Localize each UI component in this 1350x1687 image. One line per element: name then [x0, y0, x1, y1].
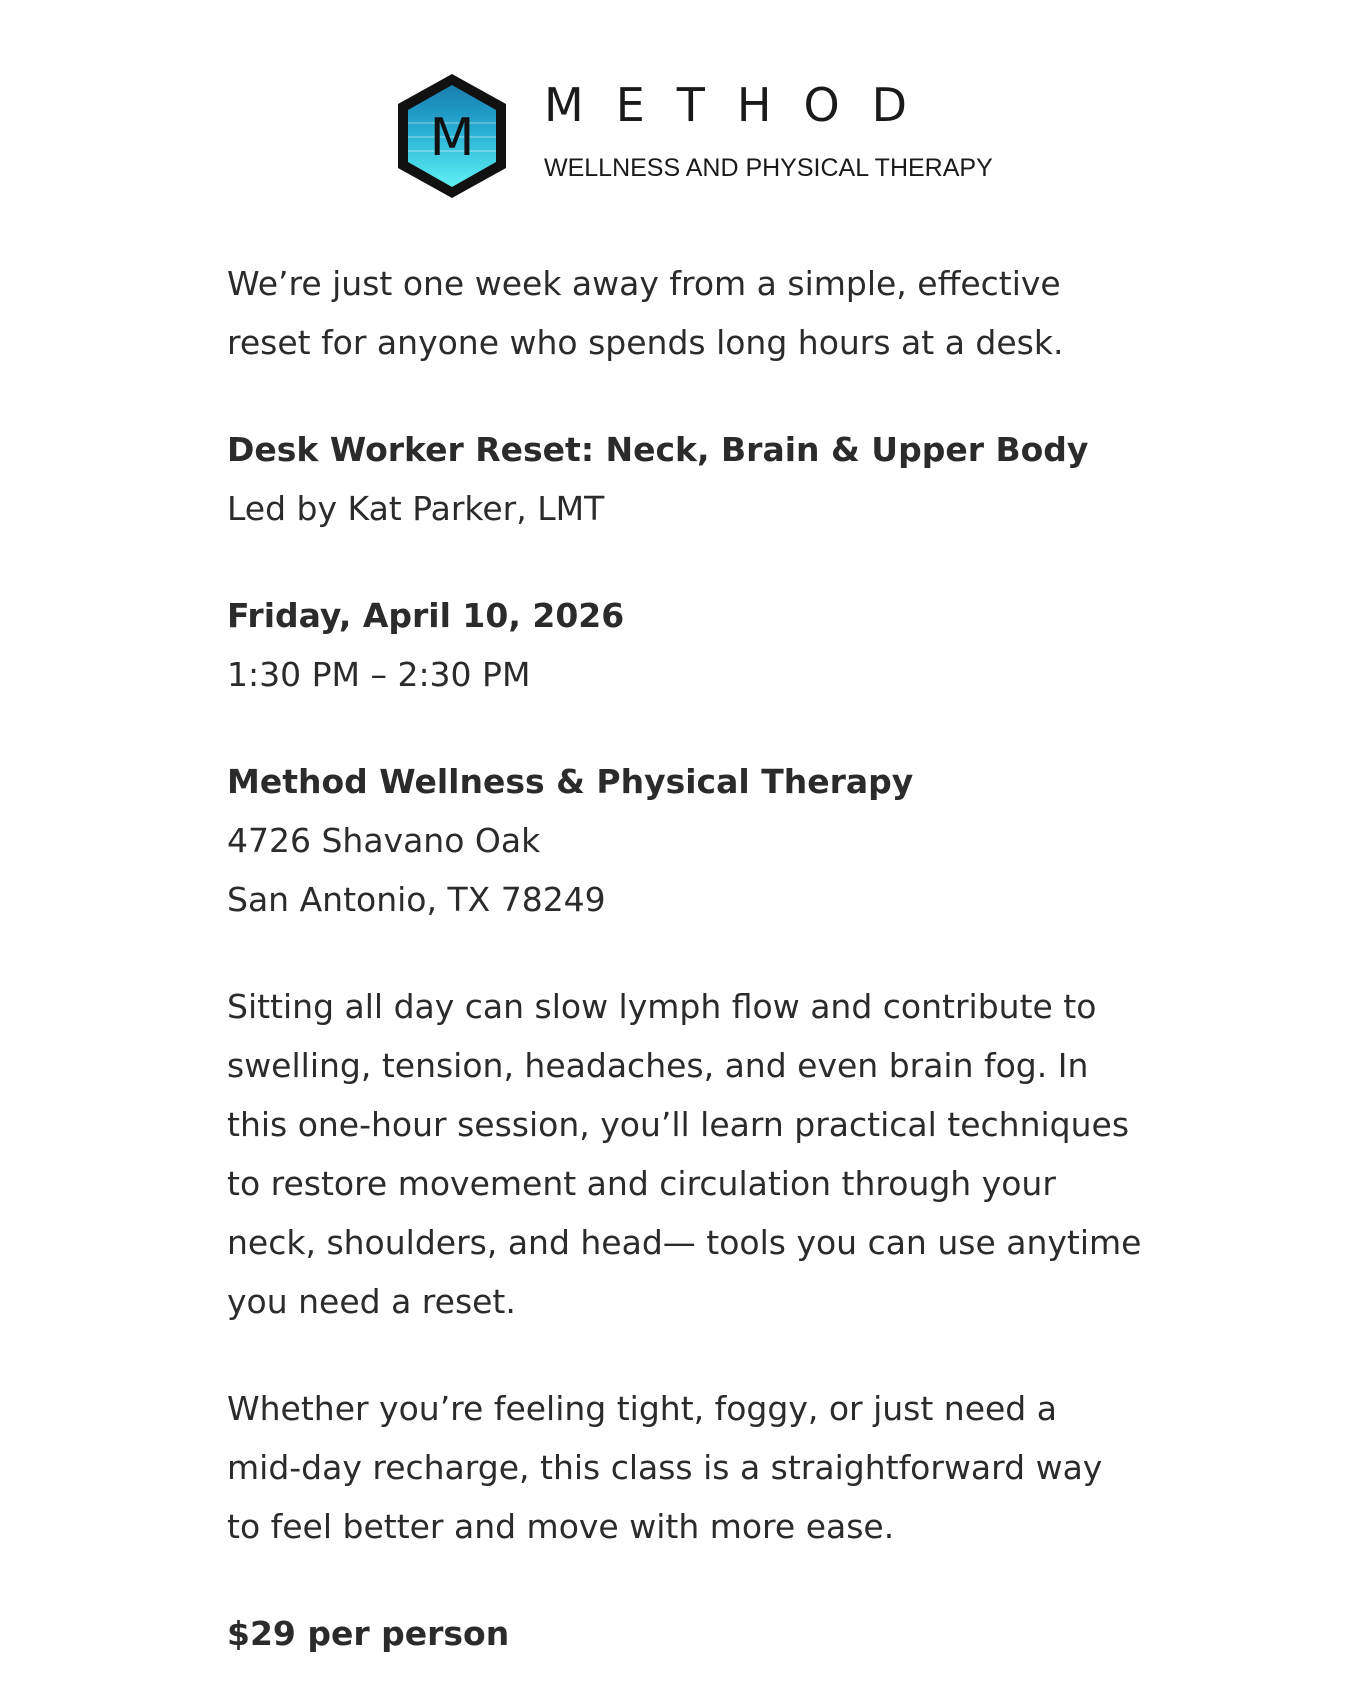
closing-paragraph: Whether you’re feeling tight, foggy, or just need a mid-day recharge, this class is a straightforward way to feel better and move with more ease. [227, 1389, 1103, 1546]
location-block [227, 752, 1227, 929]
event-leader: Led by Kat Parker, LMT [227, 489, 605, 528]
brand-name: METHOD [544, 78, 940, 132]
email-body [227, 254, 1227, 1663]
method-logo-icon [392, 70, 512, 202]
event-block [227, 420, 1227, 538]
event-time: 1:30 PM – 2:30 PM [227, 655, 531, 694]
brand-tagline: WELLNESS AND PHYSICAL THERAPY [544, 154, 993, 182]
location-city: San Antonio, TX 78249 [227, 880, 606, 919]
event-date: Friday, April 10, 2026 [227, 596, 625, 635]
intro-paragraph: We’re just one week away from a simple, effective reset for anyone who spends long hours at a desk. [227, 264, 1064, 362]
schedule-block [227, 586, 1227, 704]
logo-letter: M [429, 108, 475, 168]
location-street: 4726 Shavano Oak [227, 821, 541, 860]
brand-header [392, 70, 992, 210]
location-name: Method Wellness & Physical Therapy [227, 762, 914, 801]
event-title: Desk Worker Reset: Neck, Brain & Upper Body [227, 430, 1089, 469]
description-paragraph: Sitting all day can slow lymph flow and contribute to swelling, tension, headaches, and even brain fog. In this one-hour session, you’ll learn practical techniques to restore movement and circulation through your neck, shoulders, and head— tools you can use anytime you need a reset. [227, 987, 1142, 1321]
price-label: $29 per person [227, 1614, 510, 1653]
